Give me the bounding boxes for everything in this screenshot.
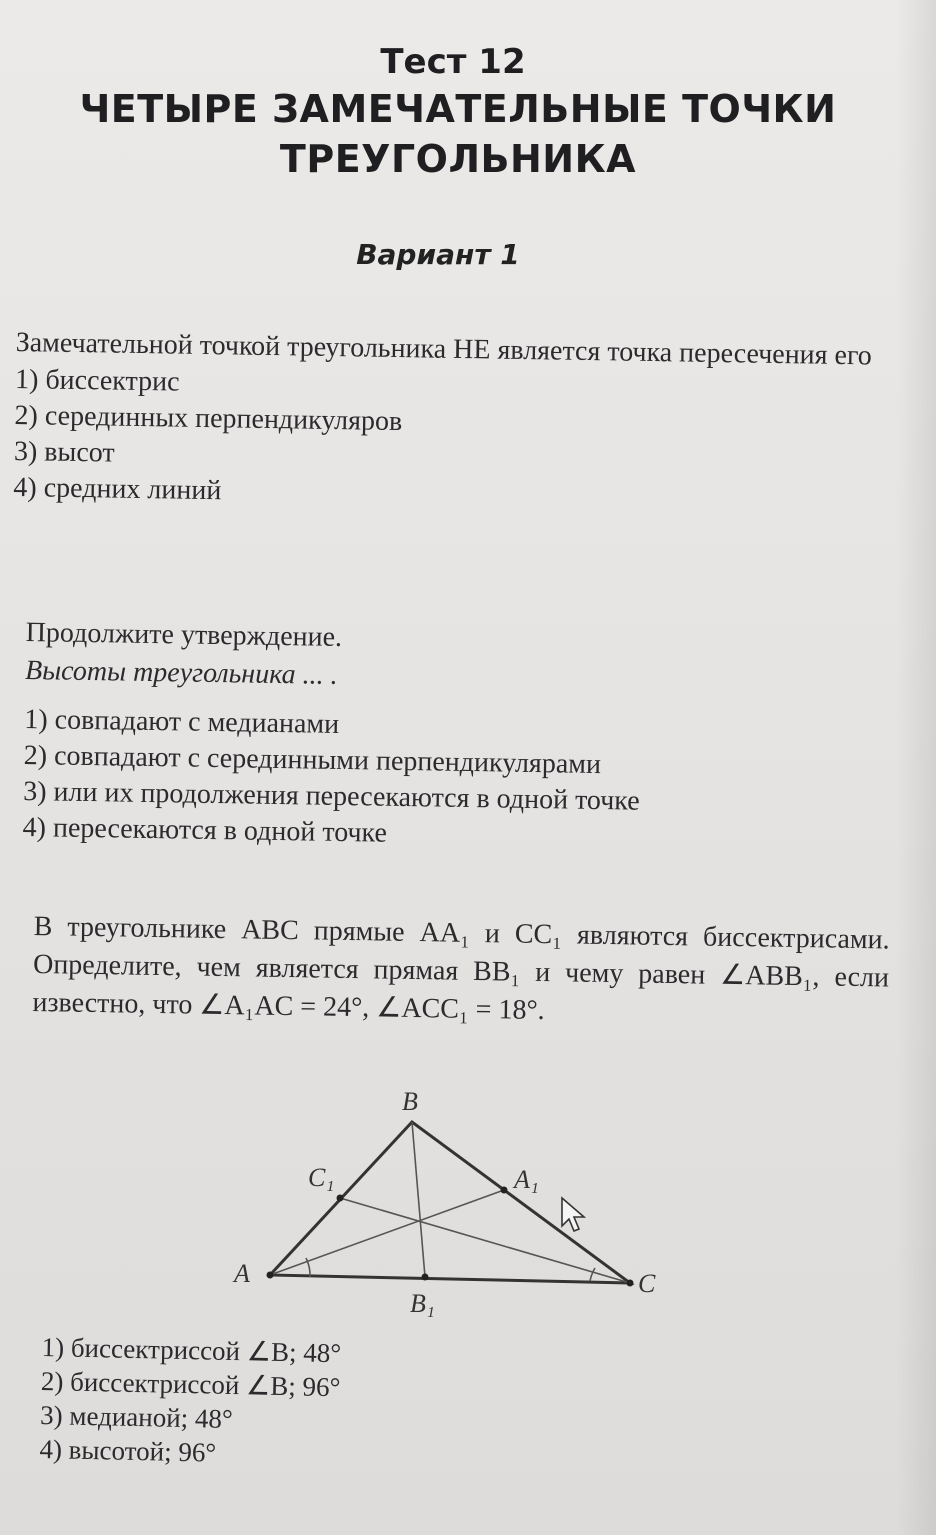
label-b: B [402, 1087, 418, 1116]
question-2 [22, 614, 906, 860]
question-2-prompt: Высоты треугольника ... . [24, 654, 338, 691]
test-header [0, 40, 936, 184]
angle-arc-c [590, 1268, 595, 1281]
question-3-option-2[interactable]: 2) биссектриссой ∠B; 96° [40, 1365, 341, 1403]
triangle-diagram [220, 1080, 680, 1330]
question-1-option-2[interactable]: 2) серединных перпендикуляров [14, 399, 403, 438]
segment-bb1 [412, 1122, 425, 1277]
question-2-stem: Продолжите утверждение. [25, 616, 343, 653]
variant-label: Вариант 1 [356, 238, 520, 271]
question-1 [13, 324, 906, 520]
question-2-option-4[interactable]: 4) пересекаются в одной точке [22, 811, 388, 849]
point-c1 [337, 1195, 344, 1202]
question-3 [32, 908, 890, 1035]
point-c [627, 1280, 634, 1287]
point-a1 [501, 1187, 508, 1194]
label-a: A [234, 1259, 250, 1288]
test-title-line-2: ТРЕУГОЛЬНИКА [279, 137, 637, 181]
point-a [267, 1272, 274, 1279]
question-3-options [39, 1330, 341, 1472]
question-1-option-3[interactable]: 3) высот [13, 435, 115, 469]
question-1-option-1[interactable]: 1) биссектрис [14, 363, 180, 398]
question-1-option-4[interactable]: 4) средних линий [13, 471, 222, 507]
bisector-aa1 [270, 1190, 504, 1275]
test-number: Тест 12 [380, 42, 526, 82]
label-c: C [638, 1269, 656, 1298]
mouse-pointer-icon [560, 1196, 590, 1236]
question-3-option-3[interactable]: 3) медианой; 48° [39, 1399, 234, 1435]
question-3-option-1[interactable]: 1) биссектриссой ∠B; 48° [41, 1331, 342, 1369]
test-title-line-1: ЧЕТЫРЕ ЗАМЕЧАТЕЛЬНЫЕ ТОЧКИ [79, 87, 837, 131]
label-c1: C₁ [308, 1163, 335, 1192]
question-3-stem: В треугольнике ABC прямые AA₁ и CC₁ являются биссектрисами. Определите, чем является прямая BB₁ и чему равен ∠ABB₁, если известно, что ∠A₁AC = 24°, ∠ACC₁ = 18°. [32, 910, 890, 1027]
question-1-stem: Замечательной точкой треугольника НЕ является точка пересечения его [15, 326, 873, 372]
question-2-option-1[interactable]: 1) совпадают с медианами [24, 703, 340, 740]
question-2-option-2[interactable]: 2) совпадают с серединными перпендикулярами [23, 739, 602, 781]
question-3-option-4[interactable]: 4) высотой; 96° [39, 1433, 217, 1468]
question-2-option-3[interactable]: 3) или их продолжения пересекаются в одной точке [22, 775, 640, 817]
label-a1: A₁ [514, 1165, 539, 1194]
point-b1 [422, 1274, 429, 1281]
label-b1: B₁ [410, 1289, 435, 1318]
